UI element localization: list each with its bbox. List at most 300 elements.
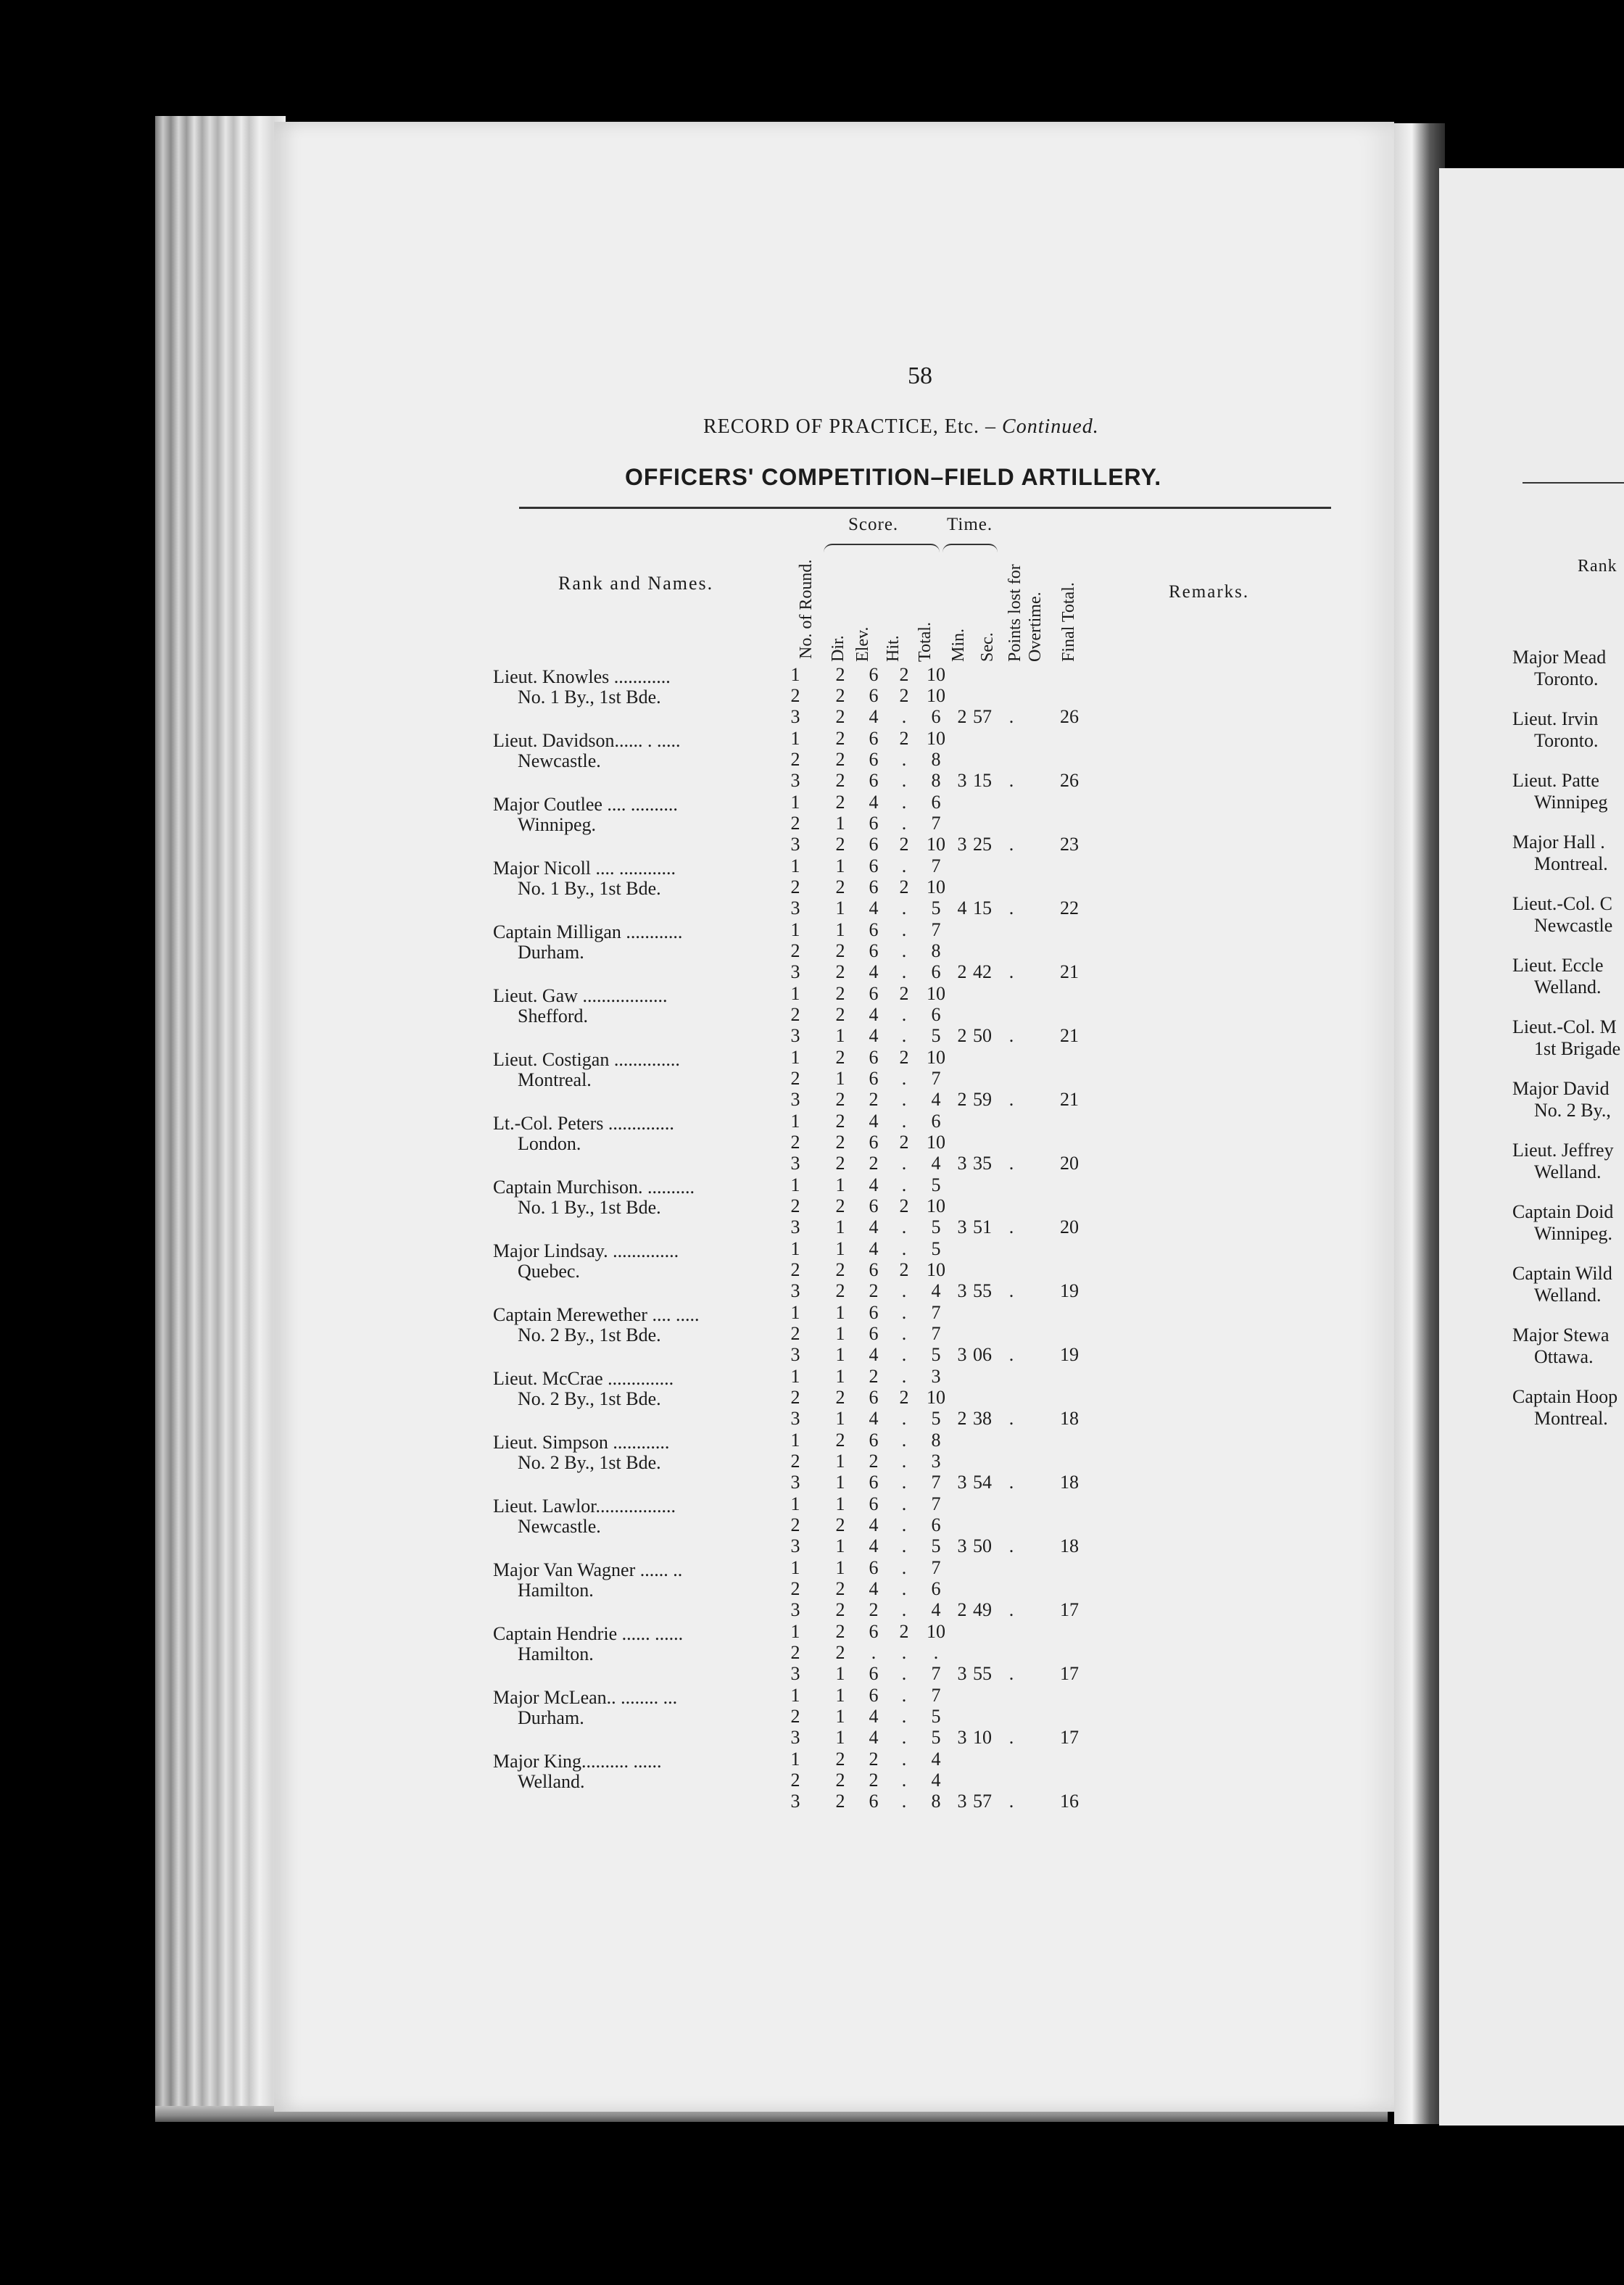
score-cell: 8 — [931, 749, 941, 770]
score-cell: 3 — [931, 1366, 941, 1387]
score-cell: . — [901, 1408, 907, 1429]
score-cell: 1 — [835, 1216, 845, 1237]
score-cell: 2 — [869, 1153, 879, 1174]
officer-name: Lt.-Col. Peters .............. — [493, 1113, 674, 1134]
officer-unit: Welland. — [518, 1771, 585, 1792]
header-rule — [519, 507, 1331, 509]
officer-name: Lieut. Davidson...... . ..... — [493, 730, 681, 751]
score-cell: . — [901, 1025, 907, 1046]
score-cell: 1 — [835, 1068, 845, 1089]
right-page-name: Lieut.-Col. M — [1512, 1016, 1617, 1037]
right-page-unit: Ottawa. — [1534, 1346, 1594, 1367]
time-min-cell: 3 — [957, 1216, 967, 1237]
score-cell: 4 — [869, 1174, 879, 1195]
score-cell: . — [901, 1323, 907, 1344]
score-cell: 2 — [835, 1791, 845, 1812]
score-cell: 4 — [869, 1514, 879, 1535]
score-cell: 1 — [790, 1302, 800, 1323]
final-total-cell: 18 — [1060, 1408, 1079, 1429]
score-cell: 2 — [835, 1089, 845, 1110]
score-cell: 1 — [790, 1111, 800, 1132]
score-cell: 4 — [869, 706, 879, 727]
points-lost-header-line1: Points lost for — [1006, 564, 1024, 662]
score-cell: 1 — [790, 1493, 800, 1514]
score-cell: 5 — [931, 1174, 941, 1195]
time-sec-cell: 54 — [973, 1472, 992, 1493]
officer-entry — [493, 986, 667, 1027]
rank-and-names-header: Rank and Names. — [558, 573, 714, 594]
dir-header: Dir. — [829, 635, 848, 662]
score-cell: 1 — [835, 1493, 845, 1514]
officer-unit: Durham. — [518, 1707, 584, 1728]
right-page-name: Captain Doid — [1512, 1201, 1614, 1222]
score-cell: 1 — [790, 1238, 800, 1259]
score-cell: 1 — [835, 1557, 845, 1578]
score-cell: 10 — [927, 728, 945, 749]
score-cell: 6 — [869, 1132, 879, 1153]
score-cell: 4 — [869, 1004, 879, 1025]
score-cell: 2 — [835, 983, 845, 1004]
time-min-cell: 2 — [957, 1025, 967, 1046]
overtime-points-cell: . — [1008, 1535, 1014, 1556]
officer-entry — [493, 1114, 674, 1154]
time-min-cell: 3 — [957, 1472, 967, 1493]
officer-name: Major King.......... ...... — [493, 1751, 662, 1772]
score-cell: 1 — [790, 1685, 800, 1706]
score-cell: 1 — [835, 1451, 845, 1472]
score-cell: . — [901, 1153, 907, 1174]
final-total-cell: 19 — [1060, 1344, 1079, 1365]
score-cell: 2 — [790, 1642, 800, 1663]
right-page-unit: Montreal. — [1534, 1408, 1608, 1429]
score-cell: 2 — [899, 664, 909, 685]
officer-name: Lieut. Simpson ............ — [493, 1432, 670, 1453]
score-cell: 2 — [869, 1089, 879, 1110]
score-cell: 4 — [869, 961, 879, 982]
score-cell: 6 — [869, 1047, 879, 1068]
right-page-name: Lieut. Patte — [1512, 770, 1599, 791]
right-page-rule — [1522, 482, 1624, 484]
final-total-cell: 26 — [1060, 770, 1079, 791]
score-cell: 2 — [899, 1132, 909, 1153]
score-cell: 10 — [927, 1387, 945, 1408]
score-cell: . — [901, 813, 907, 834]
overtime-points-cell: . — [1008, 897, 1014, 918]
score-cell: . — [901, 1749, 907, 1770]
score-cell: 6 — [869, 834, 879, 855]
officer-entry — [493, 1496, 676, 1537]
score-cell: 4 — [869, 1025, 879, 1046]
officer-name: Major Lindsay. .............. — [493, 1240, 679, 1261]
officer-entry — [493, 922, 682, 963]
score-cell: 2 — [835, 1749, 845, 1770]
score-cell: 2 — [790, 685, 800, 706]
officer-entry — [493, 1177, 695, 1218]
score-cell: 3 — [790, 1663, 800, 1684]
final-total-cell: 21 — [1060, 1089, 1079, 1110]
score-cell: 3 — [790, 1089, 800, 1110]
score-cell: 4 — [931, 1599, 941, 1620]
officer-name: Captain Murchison. .......... — [493, 1177, 695, 1198]
score-cell: 2 — [835, 1195, 845, 1216]
score-cell: 10 — [927, 983, 945, 1004]
score-cell: 3 — [790, 706, 800, 727]
officer-unit: Hamilton. — [518, 1643, 594, 1664]
right-page-name: Major Hall . — [1512, 832, 1605, 853]
score-cell: 2 — [835, 1047, 845, 1068]
score-cell: 2 — [790, 1706, 800, 1727]
officer-entry — [493, 1624, 683, 1664]
right-page-entry — [1512, 647, 1606, 690]
score-cell: 2 — [899, 728, 909, 749]
remarks-header: Remarks. — [1169, 582, 1250, 602]
score-cell: 1 — [790, 1366, 800, 1387]
right-page-unit: Welland. — [1534, 1285, 1602, 1306]
score-cell: 4 — [869, 792, 879, 813]
score-cell: 1 — [790, 855, 800, 876]
score-cell: 4 — [869, 1216, 879, 1237]
time-min-cell: 3 — [957, 1344, 967, 1365]
right-page-unit: Toronto. — [1534, 668, 1599, 689]
overtime-points-cell: . — [1008, 1599, 1014, 1620]
score-cell: 10 — [927, 1132, 945, 1153]
right-page-unit: Welland. — [1534, 976, 1602, 998]
right-page-unit: Welland. — [1534, 1161, 1602, 1182]
score-cell: 3 — [790, 834, 800, 855]
score-cell: 2 — [835, 1132, 845, 1153]
score-cell: 2 — [835, 706, 845, 727]
score-cell: 6 — [869, 813, 879, 834]
right-page-name: Captain Wild — [1512, 1263, 1612, 1284]
book-page-edges — [155, 116, 286, 2117]
score-cell: 3 — [790, 897, 800, 918]
score-cell: 3 — [790, 1344, 800, 1365]
score-cell: . — [901, 1514, 907, 1535]
score-cell: 10 — [927, 1621, 945, 1642]
score-cell: 1 — [835, 1025, 845, 1046]
score-cell: 1 — [835, 1238, 845, 1259]
score-cell: 1 — [790, 919, 800, 940]
final-total-cell: 23 — [1060, 834, 1079, 855]
score-cell: . — [901, 1280, 907, 1301]
score-cell: 6 — [869, 1068, 879, 1089]
score-cell: 1 — [790, 1174, 800, 1195]
score-cell: 2 — [790, 1323, 800, 1344]
score-cell: 1 — [835, 1472, 845, 1493]
score-cell: 7 — [931, 1663, 941, 1684]
score-cell: 3 — [790, 1280, 800, 1301]
score-cell: . — [901, 1663, 907, 1684]
score-cell: 6 — [869, 1195, 879, 1216]
score-cell: 6 — [931, 1578, 941, 1599]
score-cell: 8 — [931, 1791, 941, 1812]
score-cell: 7 — [931, 813, 941, 834]
score-cell: 2 — [899, 1259, 909, 1280]
score-cell: 3 — [790, 1025, 800, 1046]
officer-name: Lieut. McCrae .............. — [493, 1368, 674, 1389]
score-cell: 1 — [835, 1727, 845, 1748]
score-cell: 2 — [790, 749, 800, 770]
score-cell: . — [901, 706, 907, 727]
points-lost-header-line2: Overtime. — [1026, 592, 1045, 662]
score-cell: 7 — [931, 855, 941, 876]
score-cell: 2 — [869, 1770, 879, 1791]
score-cell: 4 — [869, 1111, 879, 1132]
score-cell: 2 — [790, 1770, 800, 1791]
officer-unit: Shefford. — [518, 1005, 589, 1027]
score-group-header: Score. — [848, 515, 899, 534]
score-cell: 5 — [931, 1238, 941, 1259]
overtime-points-cell: . — [1008, 770, 1014, 791]
score-cell: 6 — [869, 1302, 879, 1323]
score-cell: 2 — [790, 1068, 800, 1089]
score-cell: . — [901, 897, 907, 918]
overtime-points-cell: . — [1008, 1472, 1014, 1493]
score-cell: 6 — [869, 1430, 879, 1451]
time-sec-cell: 10 — [973, 1727, 992, 1748]
officer-unit: No. 1 By., 1st Bde. — [518, 687, 661, 708]
score-cell: . — [901, 1727, 907, 1748]
score-cell: 2 — [835, 940, 845, 961]
right-page-name: Lieut. Eccle — [1512, 955, 1604, 976]
right-page-entry — [1512, 1016, 1620, 1060]
score-cell: 1 — [790, 1430, 800, 1451]
officer-name: Major Nicoll .... ............ — [493, 858, 676, 879]
score-cell: 1 — [835, 855, 845, 876]
final-total-cell: 22 — [1060, 897, 1079, 918]
score-cell: 6 — [931, 961, 941, 982]
score-cell: . — [901, 1089, 907, 1110]
right-page-unit: Winnipeg. — [1534, 1223, 1612, 1244]
score-cell: 5 — [931, 897, 941, 918]
final-total-cell: 18 — [1060, 1472, 1079, 1493]
score-cell: 2 — [899, 1195, 909, 1216]
overtime-points-cell: . — [1008, 706, 1014, 727]
score-cell: 4 — [869, 1408, 879, 1429]
score-cell: 2 — [790, 1259, 800, 1280]
score-cell: . — [901, 1493, 907, 1514]
right-page-name: Major Mead — [1512, 647, 1607, 668]
score-cell: . — [901, 1068, 907, 1089]
right-page-entry — [1512, 832, 1608, 875]
time-sec-cell: 15 — [973, 897, 992, 918]
final-total-cell: 20 — [1060, 1153, 1079, 1174]
score-cell: 2 — [790, 876, 800, 897]
score-cell: 6 — [931, 792, 941, 813]
officer-entry — [493, 1560, 682, 1601]
score-cell: 1 — [835, 1323, 845, 1344]
officer-unit: No. 2 By., 1st Bde. — [518, 1388, 661, 1409]
right-page-entry — [1512, 1263, 1612, 1306]
right-page-name: Major David — [1512, 1078, 1610, 1099]
score-cell: 1 — [835, 1663, 845, 1684]
time-min-cell: 3 — [957, 1663, 967, 1684]
score-cell: 3 — [790, 1599, 800, 1620]
final-total-header: Final Total. — [1059, 582, 1078, 662]
right-page-entry — [1512, 770, 1608, 813]
officer-name: Captain Hendrie ...... ...... — [493, 1623, 684, 1644]
score-cell: 3 — [790, 1408, 800, 1429]
score-cell: 2 — [835, 685, 845, 706]
time-min-cell: 3 — [957, 1280, 967, 1301]
score-cell: 4 — [869, 1238, 879, 1259]
score-cell: . — [901, 1599, 907, 1620]
score-cell: 5 — [931, 1706, 941, 1727]
score-cell: 4 — [931, 1153, 941, 1174]
score-cell: . — [901, 1302, 907, 1323]
score-cell: 2 — [899, 1047, 909, 1068]
score-cell: 4 — [869, 897, 879, 918]
score-cell: . — [901, 1111, 907, 1132]
right-page-entry — [1512, 1386, 1617, 1430]
score-cell: 2 — [790, 813, 800, 834]
officer-name: Lieut. Costigan .............. — [493, 1049, 680, 1070]
score-cell: . — [901, 1472, 907, 1493]
overtime-points-cell: . — [1008, 1216, 1014, 1237]
score-cell: . — [901, 792, 907, 813]
officer-name: Captain Merewether .... ..... — [493, 1304, 700, 1325]
score-cell: . — [901, 1366, 907, 1387]
score-cell: 2 — [835, 1599, 845, 1620]
elev-header: Elev. — [853, 626, 872, 662]
time-sec-cell: 55 — [973, 1280, 992, 1301]
score-cell: 10 — [927, 1259, 945, 1280]
score-cell: 2 — [835, 1153, 845, 1174]
score-cell: . — [901, 749, 907, 770]
time-min-cell: 3 — [957, 1153, 967, 1174]
score-cell: 5 — [931, 1408, 941, 1429]
officer-name: Lieut. Knowles ............ — [493, 666, 671, 687]
time-min-cell: 3 — [957, 834, 967, 855]
score-cell: 4 — [869, 1706, 879, 1727]
score-cell: 4 — [931, 1749, 941, 1770]
score-cell: 10 — [927, 1195, 945, 1216]
score-cell: 2 — [835, 834, 845, 855]
score-cell: 1 — [790, 1047, 800, 1068]
overtime-points-cell: . — [1008, 1025, 1014, 1046]
score-cell: 6 — [869, 685, 879, 706]
min-header: Min. — [949, 628, 968, 662]
score-cell: 1 — [835, 1535, 845, 1556]
time-min-cell: 2 — [957, 961, 967, 982]
time-min-cell: 2 — [957, 1599, 967, 1620]
time-sec-cell: 35 — [973, 1153, 992, 1174]
score-cell: . — [901, 1642, 907, 1663]
overtime-points-cell: . — [1008, 1344, 1014, 1365]
score-cell: 3 — [790, 1153, 800, 1174]
score-cell: 2 — [835, 1004, 845, 1025]
score-cell: 1 — [835, 1685, 845, 1706]
score-cell: 2 — [835, 1280, 845, 1301]
score-cell: 1 — [835, 1344, 845, 1365]
officer-name: Lieut. Lawlor................. — [493, 1496, 676, 1517]
score-cell: 3 — [790, 1791, 800, 1812]
score-cell: . — [901, 1174, 907, 1195]
right-page-name: Lieut. Irvin — [1512, 708, 1599, 729]
score-cell: 6 — [869, 1323, 879, 1344]
score-cell: 2 — [835, 1430, 845, 1451]
score-cell: 5 — [931, 1216, 941, 1237]
time-sec-cell: 59 — [973, 1089, 992, 1110]
overtime-points-cell: . — [1008, 1663, 1014, 1684]
final-total-cell: 17 — [1060, 1599, 1079, 1620]
score-cell: 7 — [931, 1302, 941, 1323]
score-cell: 2 — [899, 1621, 909, 1642]
score-cell: 2 — [790, 1451, 800, 1472]
score-cell: 6 — [869, 940, 879, 961]
time-sec-cell: 55 — [973, 1663, 992, 1684]
overtime-points-cell: . — [1008, 961, 1014, 982]
score-cell: 1 — [790, 792, 800, 813]
score-cell: 2 — [835, 1514, 845, 1535]
score-cell: 1 — [790, 1749, 800, 1770]
officer-name: Captain Milligan ............ — [493, 921, 683, 942]
officer-unit: No. 2 By., 1st Bde. — [518, 1324, 661, 1345]
score-cell: 2 — [899, 1387, 909, 1408]
score-cell: . — [901, 855, 907, 876]
page-number: 58 — [908, 362, 932, 389]
time-min-cell: 3 — [957, 1727, 967, 1748]
score-cell: 3 — [931, 1451, 941, 1472]
score-cell: 2 — [899, 685, 909, 706]
score-cell: . — [901, 1344, 907, 1365]
score-cell: 3 — [790, 1472, 800, 1493]
score-cell: 2 — [869, 1749, 879, 1770]
score-cell: 2 — [835, 728, 845, 749]
time-sec-cell: 15 — [973, 770, 992, 791]
score-cell: 2 — [869, 1451, 879, 1472]
no-of-round-header: No. of Round. — [797, 559, 816, 659]
overtime-points-cell: . — [1008, 1727, 1014, 1748]
time-sec-cell: 50 — [973, 1025, 992, 1046]
score-cell: 6 — [869, 876, 879, 897]
right-page-entry — [1512, 1078, 1611, 1121]
score-cell: . — [901, 1770, 907, 1791]
score-cell: 3 — [790, 1535, 800, 1556]
right-page-unit: Montreal. — [1534, 853, 1608, 874]
score-cell: 4 — [869, 1727, 879, 1748]
right-page-entry — [1512, 893, 1612, 937]
right-page-unit: Newcastle — [1534, 915, 1613, 936]
score-cell: 2 — [835, 1111, 845, 1132]
score-cell: 2 — [835, 1259, 845, 1280]
overtime-points-cell: . — [1008, 1408, 1014, 1429]
score-cell: 6 — [869, 1621, 879, 1642]
score-brace — [824, 544, 940, 557]
score-cell: 6 — [931, 1514, 941, 1535]
score-cell: 6 — [931, 1004, 941, 1025]
officer-unit: No. 2 By., 1st Bde. — [518, 1452, 661, 1473]
score-cell: 1 — [835, 1408, 845, 1429]
overtime-points-cell: . — [1008, 1153, 1014, 1174]
time-sec-cell: 38 — [973, 1408, 992, 1429]
score-cell: 7 — [931, 1685, 941, 1706]
right-page-entry — [1512, 1201, 1613, 1245]
right-page-name: Lieut.-Col. C — [1512, 893, 1612, 914]
score-cell: 1 — [835, 813, 845, 834]
time-brace — [942, 544, 998, 557]
officer-unit: Montreal. — [518, 1069, 592, 1090]
officer-entry — [493, 731, 681, 771]
right-page-entry — [1512, 708, 1598, 752]
score-cell: 3 — [790, 1727, 800, 1748]
score-cell: 1 — [835, 1366, 845, 1387]
score-cell: 2 — [835, 1621, 845, 1642]
final-total-cell: 17 — [1060, 1663, 1079, 1684]
score-cell: . — [901, 1451, 907, 1472]
score-cell: 6 — [869, 1387, 879, 1408]
book-gutter — [1394, 123, 1445, 2124]
